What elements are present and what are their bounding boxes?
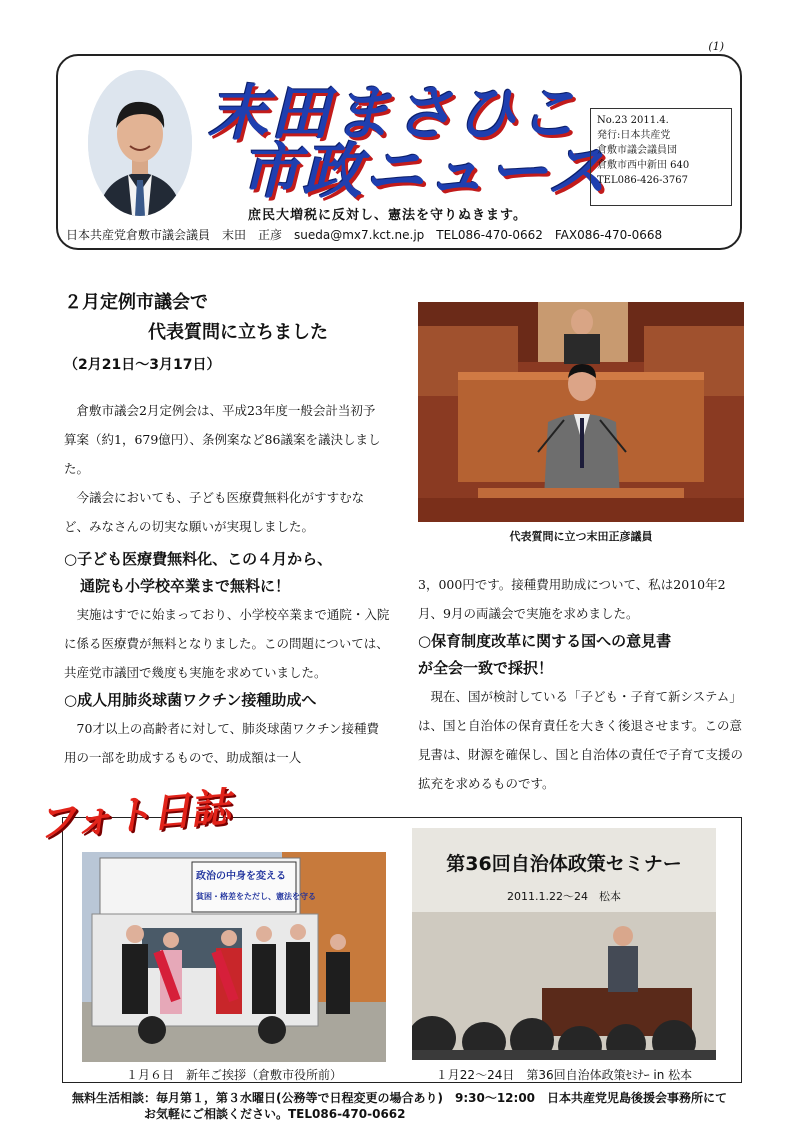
article-headline-line1: ２月定例市議会で (64, 292, 208, 313)
photo2-caption: １月22～24日 第36回自治体政策ｾﾐﾅｰ in 松本 (435, 1068, 693, 1082)
newsletter-title-line1: 末田まさひこ (208, 79, 580, 149)
issue-number: No.23 2011.4. (597, 115, 669, 126)
councilor-portrait (88, 70, 192, 216)
consultation-contact: お気軽にご相談ください。TEL086-470-0662 (144, 1107, 406, 1121)
session-dates: （2月21日～3月17日） (64, 357, 221, 373)
lead-paragraph: 今議会においても、子ども医療費無料化がすすむなど、みなさんの切実な願いが実現しました。 (64, 490, 365, 534)
page-number: (1) (708, 40, 724, 53)
contact-line: 日本共産党倉敷市議会議員 末田 正彦 sueda@mx7.kct.ne.jp TEL086-470-0662 FAX086-470-0668 (66, 228, 663, 242)
section1-text: 実施はすでに始まっており、小学校卒業まで通院・入院に係る医療費が無料となりました。この問題については、共産党市議団で幾度も実施を求めていました。 (64, 607, 390, 680)
newsletter-title-line2: 市政ニュース (240, 137, 609, 207)
consultation-footer (72, 1090, 752, 1122)
photo1-caption: １月６日 新年ご挨拶（倉敷市役所前） (125, 1068, 342, 1082)
publisher-group: 倉敷市議会議員団 (597, 145, 677, 156)
seminar-banner-line1: 第36回自治体政策セミナー (446, 853, 682, 875)
main-photo-caption: 代表質問に立つ末田正彦議員 (509, 530, 653, 543)
truck-banner-line2: 貧困・格差をただし、憲法を守る (196, 892, 316, 901)
new-year-greeting-photo (82, 852, 386, 1062)
lead-paragraph: 倉敷市議会2月定例会は、平成23年度一般会計当初予算案（約1，679億円）、条例案など86議案を議決しました。 (64, 403, 381, 476)
section2-text: 70才以上の高齢者に対して、肺炎球菌ワクチン接種費用の一部を助成するもので、助成額は一人 (64, 721, 380, 765)
section3-heading: ○保育制度改革に関する国への意見書 (418, 632, 672, 650)
seminar-banner-line2: 2011.1.22～24 松本 (507, 890, 621, 903)
article-left-column (64, 546, 390, 772)
article-right-column (418, 570, 744, 798)
section2-heading: ○成人用肺炎球菌ワクチン接種助成へ (64, 691, 317, 709)
assembly-speech-photo (418, 302, 744, 522)
section2-text-continued: 3，000円です。接種費用助成について、私は2010年2月、9月の両議会で実施を求めました。 (418, 577, 726, 621)
publisher: 発行:日本共産党 (597, 130, 671, 141)
consultation-schedule: 無料生活相談：毎月第１，第３水曜日(公務等で日程変更の場合あり) 9:30～12:00 日本共産党児島後援会事務所にて (72, 1091, 728, 1105)
section3-text: 現在、国が検討している「子ども・子育て新システム」は、国と自治体の保育責任を大きく後退させます。この意見書は、財源を確保し、国と自治体の責任で子育て支援の拡充を求めるものです。 (418, 689, 744, 791)
photo-diary-logo: フォト日誌 (34, 784, 231, 848)
truck-banner-line1: 政治の中身を変える (196, 871, 286, 882)
lead-paragraphs (64, 396, 386, 541)
article-headline-line2: 代表質問に立ちました (148, 322, 328, 343)
slogan: 庶民大増税に反対し、憲法を守りぬきます。 (248, 208, 527, 223)
publisher-address: 倉敷市西中新田 640 (597, 160, 690, 171)
section1-heading: ○子ども医療費無料化、この４月から、 (64, 550, 333, 568)
section1-heading: 通院も小学校卒業まで無料に！ (80, 577, 291, 595)
section3-heading: が全会一致で採択！ (418, 659, 554, 677)
publisher-phone: TEL086-426-3767 (597, 175, 688, 186)
publication-info-box (590, 108, 732, 206)
policy-seminar-photo (412, 828, 716, 1060)
